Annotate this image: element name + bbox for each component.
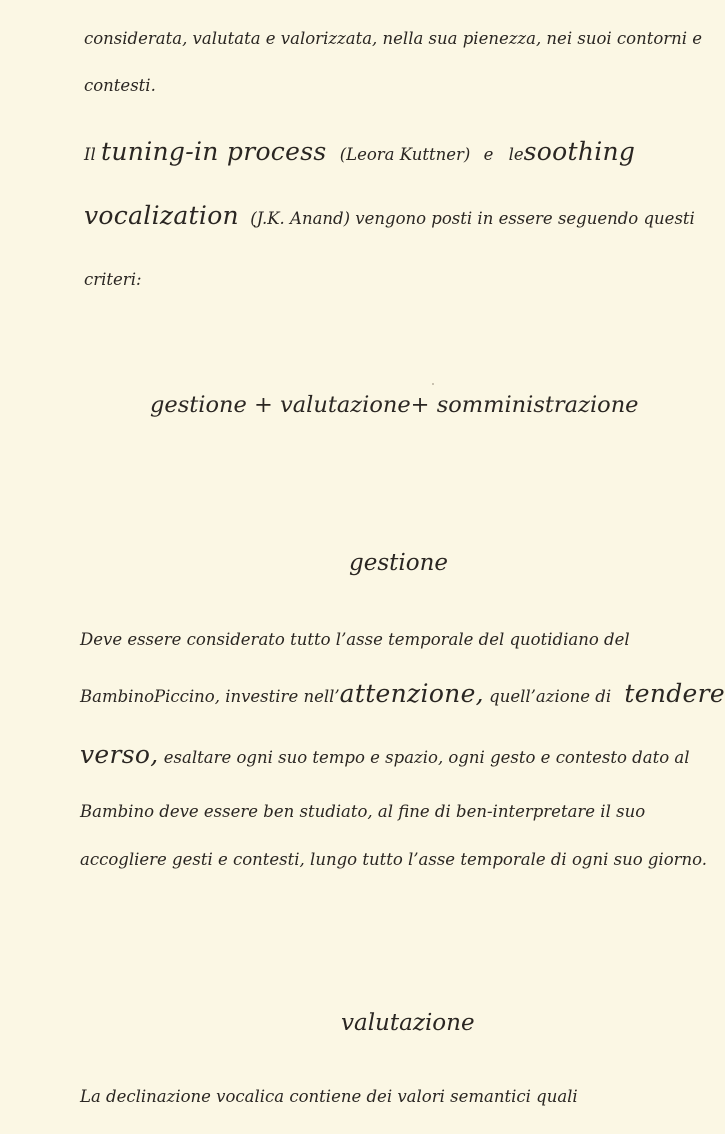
term-tendere: tendere bbox=[624, 679, 725, 708]
gestione-line-2 bbox=[80, 679, 725, 709]
citation-leora-kuttner: (Leora Kuttner) bbox=[339, 145, 471, 164]
gestione-line-2-mid: quell’azione di bbox=[489, 687, 612, 706]
term-soothing: soothing bbox=[523, 137, 636, 166]
gestione-line-4: Bambino deve essere ben studiato, al fine di ben-interpretare il suo bbox=[80, 802, 646, 821]
term-verso: verso, bbox=[80, 740, 159, 769]
text-e: e bbox=[483, 145, 494, 164]
term-vocalization: vocalization bbox=[84, 201, 239, 230]
paragraph-2-line-3: criteri: bbox=[84, 270, 142, 289]
paragraph-1-line-1: considerata, valutata e valorizzata, nella sua pienezza, nei suoi contorni e bbox=[84, 29, 703, 48]
gestione-line-3-rest: esaltare ogni suo tempo e spazio, ogni gesto e contesto dato al bbox=[163, 748, 690, 767]
gestione-line-3 bbox=[80, 740, 690, 770]
paragraph-2-line-1 bbox=[84, 137, 636, 167]
text-il: Il bbox=[84, 145, 96, 164]
valutazione-line-1: La declinazione vocalica contiene dei valori semantici quali bbox=[80, 1087, 578, 1106]
paragraph-1-line-2: contesti. bbox=[84, 76, 156, 95]
paragraph-2-line-2 bbox=[84, 201, 695, 231]
paragraph-2-line-2-rest: vengono posti in essere seguendo questi bbox=[355, 209, 695, 228]
paper-speck bbox=[432, 383, 434, 385]
section-title-gestione: gestione bbox=[349, 550, 449, 576]
section-title-valutazione: valutazione bbox=[341, 1010, 475, 1036]
term-tuning-in-process: tuning-in process bbox=[101, 137, 327, 166]
citation-jk-anand: (J.K. Anand) bbox=[250, 209, 351, 228]
gestione-line-1: Deve essere considerato tutto l’asse temporale del quotidiano del bbox=[80, 630, 630, 649]
gestione-line-2-start: BambinoPiccino, investire nell’ bbox=[80, 687, 340, 706]
term-attenzione: attenzione, bbox=[339, 679, 484, 708]
text-le: le bbox=[508, 145, 524, 164]
criteria-formula: gestione + valutazione+ somministrazione bbox=[150, 392, 639, 418]
gestione-line-5: accogliere gesti e contesti, lungo tutto l’asse temporale di ogni suo giorno. bbox=[80, 850, 708, 869]
